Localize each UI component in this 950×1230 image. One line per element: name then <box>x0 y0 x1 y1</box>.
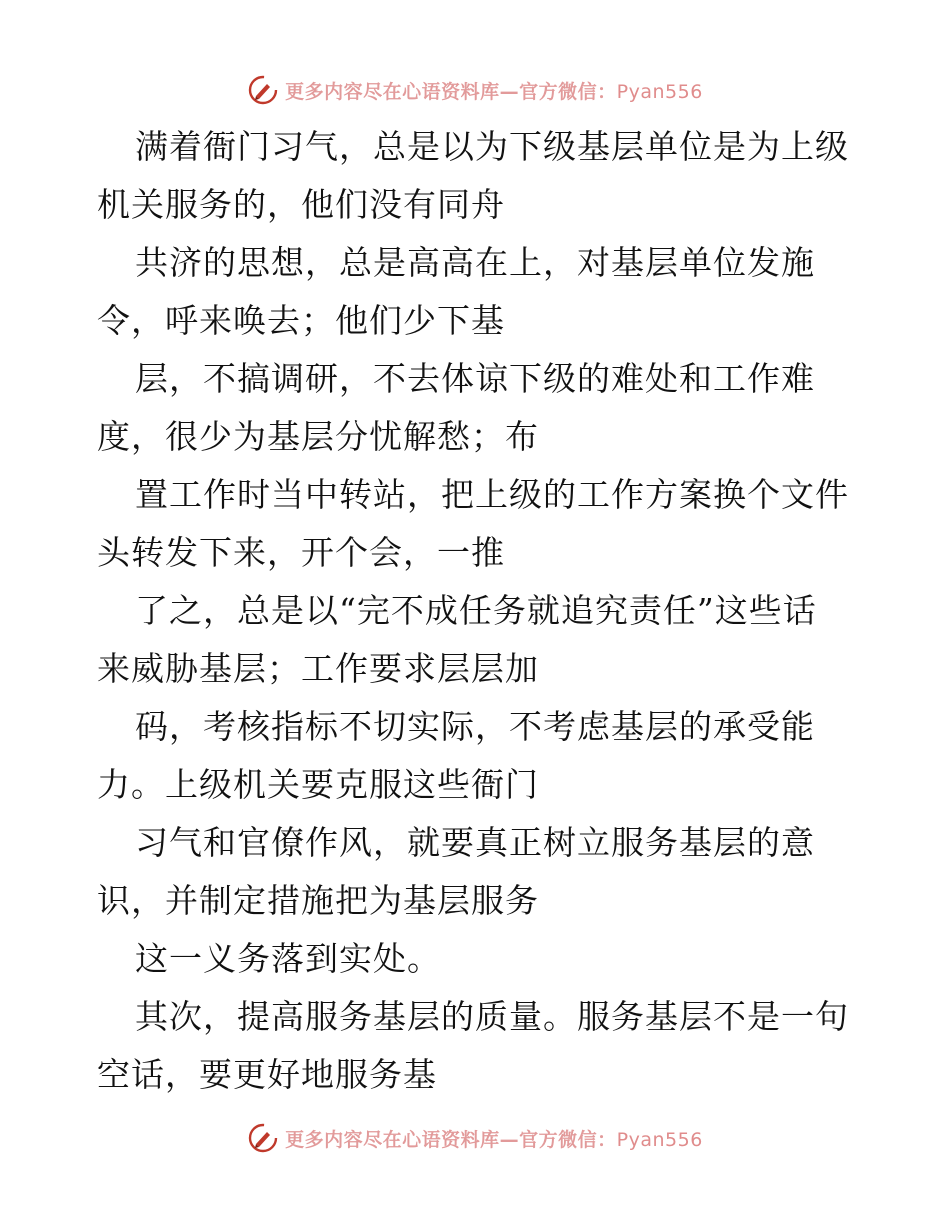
footer-watermark-text: 更多内容尽在心语资料库—官方微信：Pyan556 <box>285 1128 703 1151</box>
text-line: 满着衙门习气，总是以为下级基层单位是为上级 <box>135 127 849 166</box>
header-watermark-handle: Pyan556 <box>616 80 703 103</box>
text-line: 习气和官僚作风，就要真正树立服务基层的意 <box>135 823 815 862</box>
text-line: 力。上级机关要克服这些衙门 <box>97 765 539 804</box>
text-line: 层，不搞调研，不去体谅下级的难处和工作难 <box>135 359 815 398</box>
footer-watermark-handle: Pyan556 <box>616 1128 703 1151</box>
document-body <box>0 118 950 1104</box>
text-line: 置工作时当中转站，把上级的工作方案换个文件 <box>135 475 849 514</box>
header-watermark <box>0 70 950 110</box>
pen-logo-icon <box>247 1122 279 1154</box>
text-line: 了之，总是以“完不成任务就追究责任”这些话 <box>135 591 817 630</box>
text-line: 码，考核指标不切实际，不考虑基层的承受能 <box>135 707 815 746</box>
header-watermark-text: 更多内容尽在心语资料库—官方微信：Pyan556 <box>285 80 703 103</box>
text-line: 共济的思想，总是高高在上，对基层单位发施 <box>135 243 815 282</box>
text-line: 头转发下来，开个会，一推 <box>97 533 505 572</box>
text-line: 机关服务的，他们没有同舟 <box>97 185 505 224</box>
text-line: 这一义务落到实处。 <box>135 939 441 978</box>
text-line: 其次，提高服务基层的质量。服务基层不是一句 <box>135 997 849 1036</box>
text-line: 度，很少为基层分忧解愁；布 <box>97 417 539 456</box>
footer-watermark <box>0 1118 950 1158</box>
pen-logo-icon <box>247 74 279 106</box>
text-line: 识，并制定措施把为基层服务 <box>97 881 539 920</box>
text-line: 令，呼来唤去；他们少下基 <box>97 301 505 340</box>
text-line: 来威胁基层；工作要求层层加 <box>97 649 539 688</box>
text-line: 空话，要更好地服务基 <box>97 1055 437 1094</box>
